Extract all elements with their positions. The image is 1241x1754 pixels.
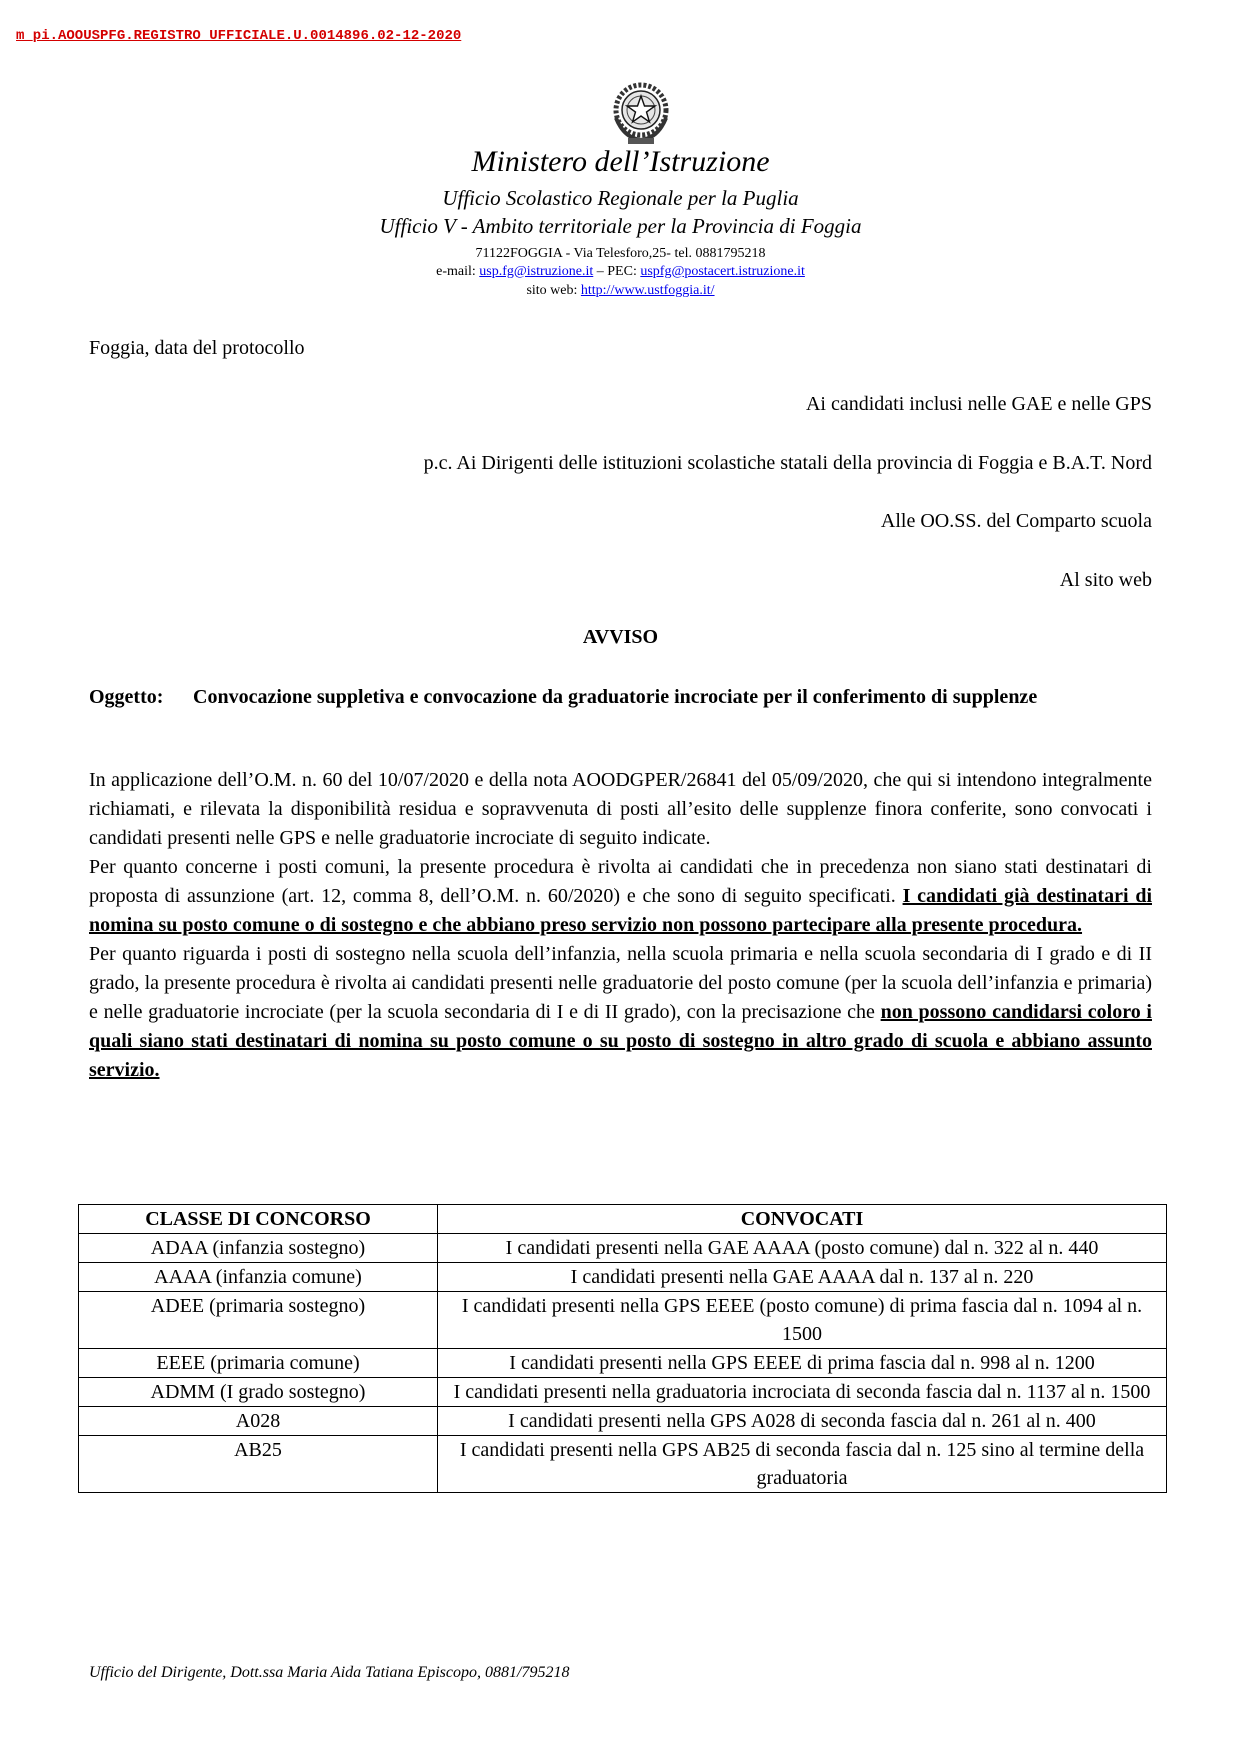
pec-link[interactable]: uspfg@postacert.istruzione.it — [640, 264, 805, 279]
table-header-row — [79, 1205, 1167, 1234]
convocati-cell: I candidati presenti nella graduatoria incrociata di seconda fascia dal n. 1137 al n. 1500 — [438, 1378, 1167, 1407]
subject-label: Oggetto: — [89, 686, 164, 708]
paragraph-application: In applicazione dell’O.M. n. 60 del 10/07/2020 e della nota AOODGPER/26841 del 05/09/2020, che qui si intendono integralmente richiamati, e rilevata la disponibilità residua e sopravvenuta di posti all’esito delle supplenze finora conferite, sono convocati i candidati presenti nelle GPS e nelle graduatorie incrociate di seguito indicate. — [89, 769, 1152, 849]
column-header: CLASSE DI CONCORSO — [79, 1205, 438, 1234]
class-cell: AB25 — [79, 1436, 438, 1493]
convocati-cell: I candidati presenti nella GPS EEEE (posto comune) di prima fascia dal n. 1094 al n. 1500 — [438, 1292, 1167, 1349]
table-row — [79, 1407, 1167, 1436]
ministry-title: Ministero dell’Istruzione — [471, 145, 770, 178]
recipient-candidates: Ai candidati inclusi nelle GAE e nelle GPS — [805, 393, 1152, 415]
exclusion-note: non possono candidarsi coloro i quali siano stati destinatari di nomina su posto comune o su posto di sostegno in altro grado di scuola e abbiano assunto servizio. — [89, 1001, 1152, 1081]
recipient-school-heads: p.c. Ai Dirigenti delle istituzioni scolastiche statali della provincia di Foggia e B.A.T. Nord — [423, 452, 1152, 474]
convocati-cell: I candidati presenti nella GPS EEEE di prima fascia dal n. 998 al n. 1200 — [438, 1349, 1167, 1378]
paragraph-support-posts — [89, 940, 1152, 1085]
class-cell: AAAA (infanzia comune) — [79, 1263, 438, 1292]
convocati-cell: I candidati presenti nella GPS A028 di seconda fascia dal n. 261 al n. 400 — [438, 1407, 1167, 1436]
office-address: 71122FOGGIA - Via Telesforo,25- tel. 0881795218 — [475, 246, 766, 261]
table-row — [79, 1349, 1167, 1378]
column-header: CONVOCATI — [438, 1205, 1167, 1234]
email-label: e-mail: — [436, 264, 480, 279]
italian-republic-emblem-icon — [610, 76, 672, 148]
table-row — [79, 1436, 1167, 1493]
exclusion-note: I candidati già destinatari di nomina su posto comune o di sostegno e che abbiano preso servizio non possono partecipare alla presente procedura. — [89, 885, 1152, 936]
email-link[interactable]: usp.fg@istruzione.it — [479, 264, 594, 279]
paragraph-text: Per quanto riguarda i posti di sostegno nella scuola dell’infanzia, nella scuola primaria e nella scuola secondaria di I grado e di II grado, la presente procedura è rivolta ai candidati presenti nelle graduatorie del posto comune (per la scuola dell’infanzia e primaria) e nelle graduatorie incrociate (per la scuola secondaria di I e di II grado), con la precisazione che — [89, 943, 1152, 1023]
place-date: Foggia, data del protocollo — [89, 337, 305, 359]
table-row — [79, 1378, 1167, 1407]
class-cell: ADAA (infanzia sostegno) — [79, 1234, 438, 1263]
pec-label: – PEC: — [593, 264, 641, 279]
email-line — [0, 264, 1241, 280]
territorial-office: Ufficio V - Ambito territoriale per la Provincia di Foggia — [379, 214, 862, 238]
notice-title: AVVISO — [582, 626, 659, 648]
table-row — [79, 1292, 1167, 1349]
class-cell: ADEE (primaria sostegno) — [79, 1292, 438, 1349]
website-line — [0, 283, 1241, 299]
recipient-website: Al sito web — [1059, 569, 1152, 591]
table-row — [79, 1263, 1167, 1292]
subject-block — [89, 683, 1152, 712]
convocation-table — [78, 1204, 1167, 1493]
class-cell: ADMM (I grado sostegno) — [79, 1378, 438, 1407]
paragraph-text: Per quanto concerne i posti comuni, la presente procedura è rivolta ai candidati che in precedenza non siano stati destinatari di proposta di assunzione (art. 12, comma 8, dell’O.M. n. 60/2020) e che sono di seguito specificati. — [89, 856, 1152, 907]
website-link[interactable]: http://www.ustfoggia.it/ — [580, 283, 715, 298]
regional-office: Ufficio Scolastico Regionale per la Puglia — [442, 186, 799, 210]
paragraph-common-posts — [89, 853, 1152, 940]
office-footer: Ufficio del Dirigente, Dott.ssa Maria Aida Tatiana Episcopo, 0881/795218 — [89, 1664, 570, 1681]
table-row — [79, 1234, 1167, 1263]
convocati-cell: I candidati presenti nella GPS AB25 di seconda fascia dal n. 125 sino al termine della graduatoria — [438, 1436, 1167, 1493]
protocol-stamp: m_pi.AOOUSPFG.REGISTRO UFFICIALE.U.0014896.02-12-2020 — [16, 28, 462, 44]
notice-body — [89, 766, 1152, 1085]
subject-text: Convocazione suppletiva e convocazione da graduatorie incrociate per il conferimento di supplenze — [193, 686, 1038, 708]
class-cell: A028 — [79, 1407, 438, 1436]
website-label: sito web: — [526, 283, 581, 298]
convocati-cell: I candidati presenti nella GAE AAAA (posto comune) dal n. 322 al n. 440 — [438, 1234, 1167, 1263]
recipient-unions: Alle OO.SS. del Comparto scuola — [880, 510, 1152, 532]
convocati-cell: I candidati presenti nella GAE AAAA dal n. 137 al n. 220 — [438, 1263, 1167, 1292]
class-cell: EEEE (primaria comune) — [79, 1349, 438, 1378]
